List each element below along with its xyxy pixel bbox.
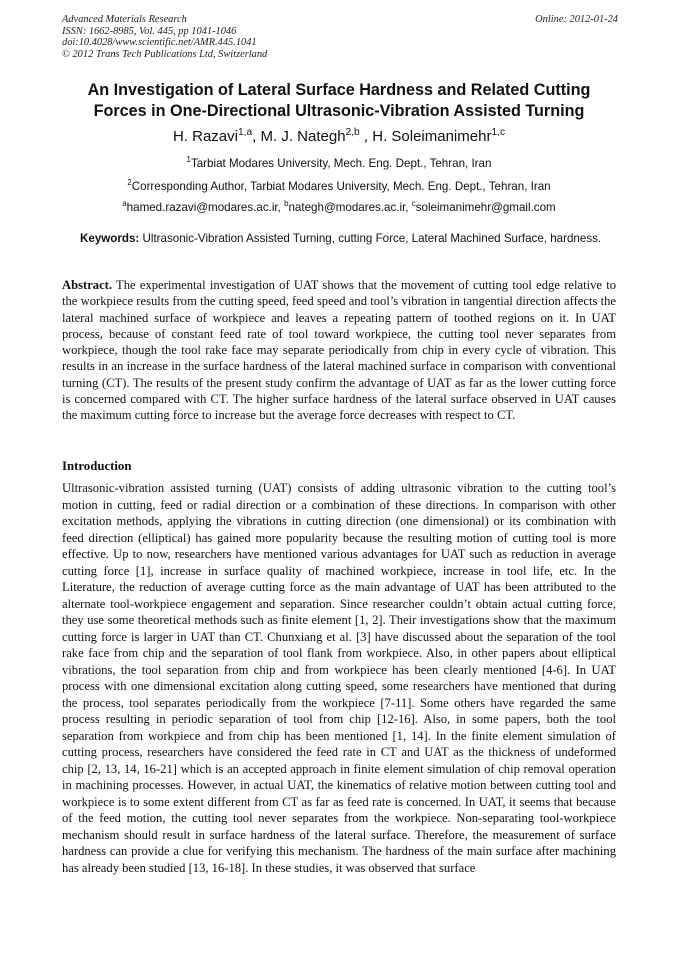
journal-name: Advanced Materials Research [62,14,187,25]
author-1-affil: 1,a [237,127,253,138]
affiliation-1-mark: 1 [186,155,191,165]
author-3-affil: 1,c [491,127,506,138]
abstract-text: The experimental investigation of UAT shows that the movement of cutting tool edge relative to the workpiece results from the cutting speed, feed speed and tool’s vibration in tangential direction affects the lateral machined surface of workpiece and leaves a repeating pattern of toothed regions on it. In UAT process, because of constant feed rate of tool toward workpiece, the cutting tool never separates from workpiece, though the tool rake face may separate periodically from chip in every cycle of vibration. This results in an increase in the surface hardness of the lateral machined surface in comparison with conventional turning (CT). The results of the present study confirm the advantage of UAT as far as the lower cutting force is concerned compared with CT. The higher surface hardness of the lateral surface observed in UAT causes the maximum cutting force to increase but the average force decreases with respect to CT. [62,278,616,423]
author-2: M. J. Nategh [260,128,346,145]
affiliation-2-text: Corresponding Author, Tarbiat Modares University, Mech. Eng. Dept., Tehran, Iran [131,180,551,193]
email-b-mark: b [284,199,289,209]
online-date: Online: 2012-01-24 [535,14,618,25]
title-line-2: Forces in One-Directional Ultrasonic-Vibration Assisted Turning [93,102,585,120]
email-a[interactable]: hamed.razavi@modares.ac.ir, [126,201,281,214]
paper-title [62,80,616,122]
email-a-mark: a [122,199,127,209]
affiliation-2 [62,180,616,194]
issn-line: ISSN: 1662-8985, Vol. 445, pp 1041-1046 [62,25,237,37]
journal-header [62,14,618,60]
introduction-body: Ultrasonic-vibration assisted turning (UAT) consists of adding ultrasonic vibration to the cutting tool’s motion in cutting, feed or radial direction or a combination of these directions. In comparison with other excitation methods, applying the vibrations in cutting direction (one dimensional) or its combination with feed direction (elliptical) has gained more popularity because the resulting motion of cutting tool is more effective. Up to now, researchers have mentioned various advantages for UAT such as reduction in average cutting force [1], increase in surface quality of machined workpiece, increase in tool life, etc. In the Literature, the reduction of average cutting force as the main advantage of UAT has been attributed to the alternate tool-workpiece engagement and separation. Since researcher couldn’t obtain actual cutting force, they use some theoretical methods such as finite element [1, 2]. Their investigations show that the maximum cutting force is larger in UAT than CT. Chunxiang et al. [3] have discussed about the separation of the tool rake face from chip and the separation of tool flank from workpiece. Also, in other papers about elliptical vibrations, the tool separation from chip and from workpiece has been clearly mentioned [4-6]. In UAT process with one dimensional excitation along cutting speed, some researchers have mentioned that during the process, tool separates periodically from the workpiece [7-11]. Some others have regarded the same process resulting in periodic separation of tool from chip [12-16]. Also, in some papers, both the tool separation from workpiece and from chip has been mentioned [1, 14]. In the finite element simulation of cutting process, researchers have considered the feed rate in CT and UAT as the thickness of undeformed chip [2, 13, 14, 16-21] which is an accepted approach in finite element simulation of chip removal operation in machining processes. However, in actual UAT, the kinematics of relative motion between cutting tool and workpiece is to some extent different from CT as far as feed rate is concerned. In UAT, it seems that because of the feed motion, the cutting tool never separates from the workpiece. Non-separating tool-workpiece mechanism should result in surface hardness of the lateral surface. Therefore, the measurement of surface hardness can provide a clue for verifying this mechanism. The hardness of the main surface after machining has already been studied [13, 16-18]. In these studies, it was observed that surface [62,481,616,875]
keywords-label: Keywords: [80,232,140,245]
copyright-line: © 2012 Trans Tech Publications Ltd, Switzerland [62,48,268,60]
author-1: H. Razavi [172,128,238,145]
affiliation-1 [62,157,616,171]
email-b[interactable]: nategh@modares.ac.ir, [288,201,409,214]
email-c[interactable]: soleimanimehr@gmail.com [415,201,556,214]
introduction-heading: Introduction [62,459,132,473]
author-list: H. Razavi$^{1,a}$, M. J. Nategh$^{2,b}$ , H. Soleimanimehr$^{1,c}$ [172,127,506,145]
keywords-text: Ultrasonic-Vibration Assisted Turning, cutting Force, Lateral Machined Surface, hardness. [142,232,602,245]
author-2-affil: 2,b [345,127,360,138]
doi-line: doi:10.4028/www.scientific.net/AMR.445.1041 [62,37,257,48]
title-line-1: An Investigation of Lateral Surface Hardness and Related Cutting [87,81,591,99]
email-c-mark: c [411,199,416,209]
author-3: H. Soleimanimehr [372,128,492,145]
author-emails [62,201,616,215]
abstract-label: Abstract. [62,278,113,292]
affiliation-1-text: Tarbiat Modares University, Mech. Eng. Dept., Tehran, Iran [190,157,492,170]
keywords [62,232,616,246]
affiliation-2-mark: 2 [127,178,132,188]
abstract [62,277,616,424]
